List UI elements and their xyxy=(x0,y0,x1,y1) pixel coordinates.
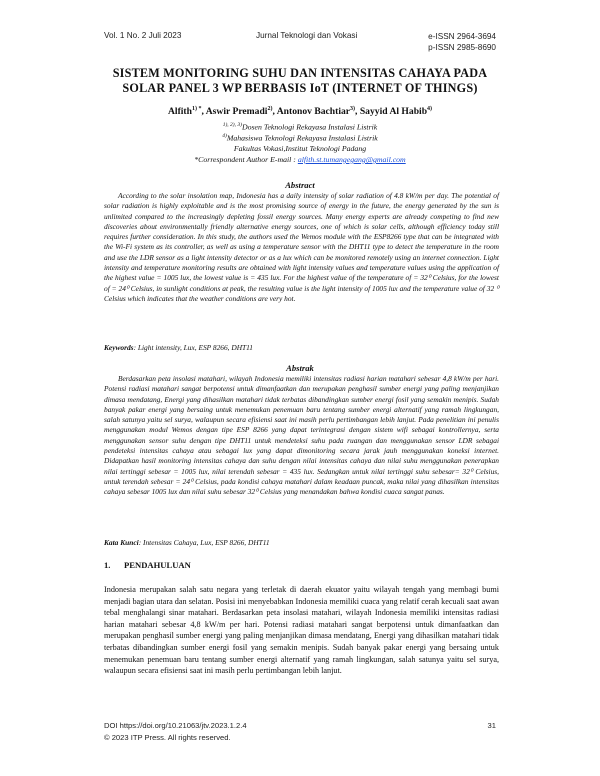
header-volume: Vol. 1 No. 2 Juli 2023 xyxy=(104,31,182,40)
author-marker: 4) xyxy=(427,106,433,112)
section-number: 1. xyxy=(104,560,111,570)
kata-kunci-label: Kata Kunci xyxy=(104,538,139,547)
header-issn xyxy=(428,31,496,53)
author-name: Alfith xyxy=(167,106,192,118)
abstrak-body: Berdasarkan peta insolasi matahari, wilayah Indonesia memiliki intensitas radiasi harian matahari sebesar 4,8 kW/m per hari. Potensi radiasi matahari sangat berpotensi untuk dimanfaatkan dan merupakan penghasil sumber energi yang paling menjanjikan dimasa mendatang, Energi yang dihasilkan matahari tidak terbatas dibandingkan sumber energi fosil yang semakin menipis. Sudah banyak pakar energi yang bersaing untuk menemukan penemuan baru tentang sumber energi alternatif yang ramah lingkungan, salah satunya yaitu sel surya, walaupun secara efisiensi saat ini masih perlu pertimbangan lebih lanjut. Pada penelitian ini penulis menggunakan modul Wemos dengan tipe ESP 8266 yang dapat terintegrasi dengan sistem wifi sebagai kontrollernya, serta menggunakan sensor suhu dengan tipe DHT11 untuk mendeteksi suhu pada ruangan dan menggunakan sensor LDR sebagai pendeteksi intensitas cahaya atau sebagai lux yang dapat dimonitoring secara jarak jauh menggunakan koneksi internet. Didapatkan hasil monitoring intensitas cahaya dan suhu dengan nilai intensitas cahaya dan nilai suhu menggunakan penerapkan nilai tertinggi sebesar = 1005 lux, nilai terendah sebesar = 435 lux. Sedangkan untuk nilai tertinggi suhu sebesar= 32⁰ Celsius, untuk terendah sebesar = 24⁰ Celsius, pada kondisi cahaya matahari dalam keadaan puncak, maka nilai yang dihasilkan intensitas cahaya sebesar 1005 lux dan nilai suhu sebesar 32⁰ Celsius yang menandakan bahwa kondisi cuaca sangat panas. xyxy=(104,374,499,497)
kata-kunci xyxy=(104,538,270,547)
affiliation-text: Mahasiswa Teknologi Rekayasa Instalasi Listrik xyxy=(226,133,378,143)
author-marker: 1) * xyxy=(191,106,202,112)
footer-doi[interactable]: DOI https://doi.org/10.21063/jtv.2023.1.2.4 xyxy=(104,721,247,730)
affiliation-student xyxy=(60,133,540,143)
title-line-2: SOLAR PANEL 3 WP BERBASIS IoT (INTERNET OF THINGS) xyxy=(122,81,478,95)
section-body: Indonesia merupakan salah satu negara yang terletak di daerah ekuator yaitu wilayah tengah yang membagi bumi menjadi bagian utara dan selatan. Posisi ini menyebabkan Indonesia memiliki cuaca yang relatif cerah kecuali saat awan tebal menghalangi sinar matahari. Berdasarkan peta insolasi matahari, wilayah Indonesia memiliki intensitas radiasi harian matahari sebesar 4,8 kW/m per hari. Potensi radiasi matahari sangat berpotensi untuk dimanfaatkan dan merupakan penghasil sumber energi yang paling menjanjikan dimasa mendatang, Energi yang dihasilkan matahari tidak terbatas dibandingkan sumber energi fosil yang semakin menipis. Sudah banyak pakar energi yang bersaing untuk menemukan penemuan baru tentang sumber energi alternatif yang ramah lingkungan, salah satunya yaitu sel surya, walaupun secara efisiensi saat ini masih perlu pertimbangan lebih lanjut. xyxy=(104,585,499,676)
page-number: 31 xyxy=(487,721,496,730)
email-label: *Correspondent Author E-mail : xyxy=(194,155,296,164)
abstrak-heading: Abstrak xyxy=(286,363,314,373)
header-pissn: p-ISSN 2985-8690 xyxy=(428,43,496,52)
author-name: Antonov Bachtiar xyxy=(276,106,351,118)
abstract-heading: Abstract xyxy=(285,180,315,190)
author-name: Aswir Premadi xyxy=(205,106,268,118)
email-link[interactable]: alfith.st.tumangegang@gmail.com xyxy=(297,155,406,164)
header-eissn: e-ISSN 2964-3694 xyxy=(428,32,496,41)
keywords-label: Keywords xyxy=(104,343,134,352)
keywords-text: : Light intensity, Lux, ESP 8266, DHT11 xyxy=(133,343,253,352)
affiliation-lecturer xyxy=(60,122,540,132)
author-list: Alfith$^{1) *}$, Aswir Premadi$^{2)}$, Antonov Bachtiar$^{3)}$, Sayyid Al Habib$^{4)}$ xyxy=(167,106,433,118)
affiliation-marker: 1), 2), 3) xyxy=(222,122,242,128)
author-marker: 2) xyxy=(267,106,273,112)
author-marker: 3) xyxy=(350,106,356,112)
abstract-body: According to the solar insolation map, Indonesia has a daily intensity of solar radiation of 4.8 kW/m per day. The potential of solar radiation is highly exploitable and is the most promising source of energy in the future, the energy generated by the sun is unlimited compared to the increasingly depleting fossil energy sources. Many energy experts are already competing to find new discoveries about environmentally friendly alternative energy sources, one of which is solar cells, although efficiency today still requires further consideration. In this study, the authors used the Wemos module with the ESP8266 type that can be integrated with the Wi-Fi system as its controller, as well as using a temperature sensor with the DHT11 type to detect the temperature in the room and use the LDR sensor as a light intensity detector or as a lux which can be monitored remotely using an internet connection. Light intensity and temperature monitoring results are obtained with light intensity values and temperature values using the application of the highest value = 1005 lux, the lowest value is = 435 lux. For the highest value of the temperature of = 32⁰ Celsius, for the lowest of = 24⁰ Celsius, in sunlight conditions at peak, the resulting value is the light intensity of 1005 lux and the temperature value of 32 ⁰ Celsius which indicates that the weather conditions are very hot. xyxy=(104,191,499,303)
affiliation-text: Dosen Teknologi Rekayasa Instalasi Listrik xyxy=(241,122,378,132)
header-journal: Jurnal Teknologi dan Vokasi xyxy=(256,31,358,40)
paper-title xyxy=(60,66,540,96)
correspondent-email xyxy=(60,155,540,164)
affiliation-institution: Fakultas Vokasi,Institut Teknologi Padang xyxy=(233,144,367,153)
author-name: Sayyid Al Habib xyxy=(359,106,428,118)
section-heading xyxy=(104,560,191,570)
affiliation-marker: 4) xyxy=(222,133,227,139)
keywords xyxy=(104,343,253,352)
title-line-1: SISTEM MONITORING SUHU DAN INTENSITAS CAHAYA PADA xyxy=(112,66,488,80)
footer-copyright: © 2023 ITP Press. All rights reserved. xyxy=(104,733,231,742)
section-title: PENDAHULUAN xyxy=(124,560,191,570)
kata-kunci-text: : Intensitas Cahaya, Lux, ESP 8266, DHT11 xyxy=(138,538,270,547)
